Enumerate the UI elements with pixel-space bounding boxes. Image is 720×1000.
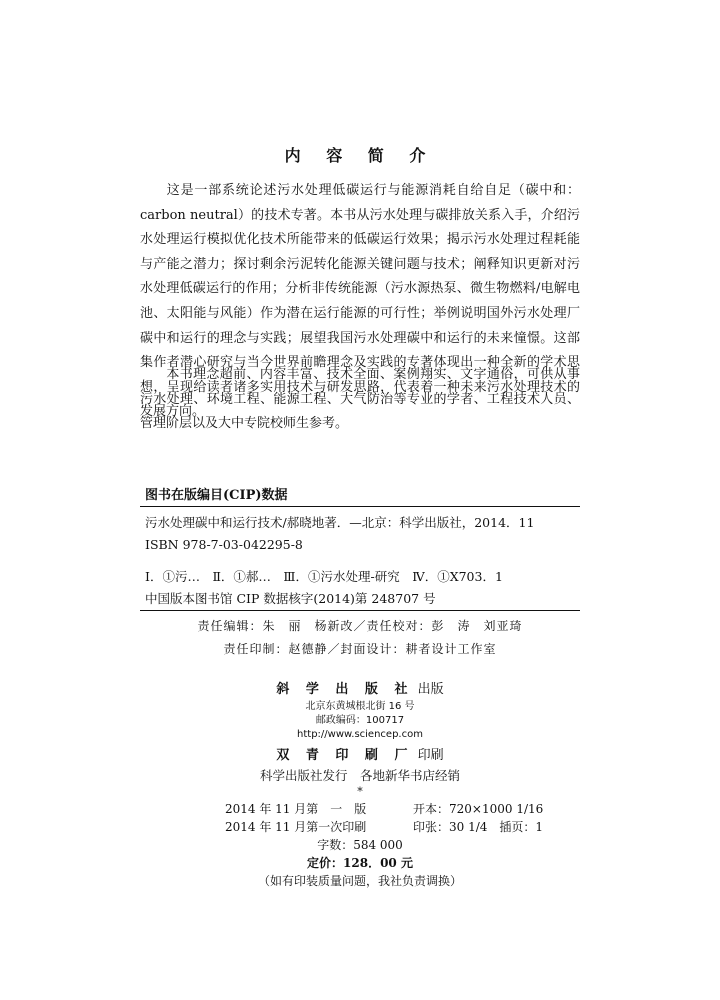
edition-row-1 xyxy=(0,800,720,818)
edition-date: 2014 年 11 月第 一 版 xyxy=(225,802,367,816)
intro-paragraph-1-text: 这是一部系统论述污水处理低碳运行与能源消耗自给自足（碳中和：carbon neutral）的技术专著。本书从污水处理与碳排放关系入手，介绍污水处理运行模拟优化技术所能带来的低碳运行效果；揭示污水处理过程耗能与产能之潜力；探讨剩余污泥转化能源关键问题与技术；阐释知识更新对污水处理低碳运行的作用；分析非传统能源（污水源热泵、微生物燃料/电解电池、太阳能与风能）作为潜在运行能源的可行性；举例说明国外污水处理厂碳中和运行的理念与实践；展望我国污水处理碳中和运行的未来憧憬。这部集作者潜心研究与当今世界前瞻理念及实践的专著体现出一种全新的学术思想，呈现给读者诸多实用技术与研发思路，代表着一种未来污水处理技术的发展方向。 xyxy=(140,183,580,420)
distribution-line: 科学出版社发行 各地新华书店经销 xyxy=(259,768,460,783)
intro-paragraph-2 xyxy=(140,363,580,437)
publisher-postcode: 邮政编码：100717 xyxy=(315,715,405,726)
publisher-name: 斜 学 出 版 社 xyxy=(276,682,414,697)
price: 定价：128．00 元 xyxy=(307,856,413,870)
publisher-suffix: 出版 xyxy=(417,682,444,697)
cip-bottom-rule xyxy=(140,610,580,611)
intro-paragraph-2-text: 本书理念超前、内容丰富、技术全面、案例翔实、文字通俗，可供从事污水处理、环境工程、能源工程、大气防治等专业的学者、工程技术人员、管理阶层以及大中专院校师生参考。 xyxy=(140,367,580,432)
printer-suffix: 印刷 xyxy=(417,748,444,763)
printer-line xyxy=(0,746,720,766)
publisher-website: http://www.sciencep.com xyxy=(297,729,423,740)
cip-block xyxy=(145,512,580,610)
imprint-block xyxy=(0,680,720,798)
print-date: 2014 年 11 月第一次印刷 xyxy=(225,820,367,834)
staff-editors: 责任编辑：朱 丽 杨新改／责任校对：彭 涛 刘亚琦 xyxy=(197,619,523,633)
edition-block xyxy=(0,800,720,890)
cip-line-isbn: ISBN 978-7-03-042295-8 xyxy=(145,537,303,552)
cip-line-classification: Ⅰ．①污… Ⅱ．①郝… Ⅲ．①污水处理-研究 Ⅳ．①X703．1 xyxy=(145,569,503,584)
staff-production: 责任印制：赵德静／封面设计：耕者设计工作室 xyxy=(223,642,497,656)
quality-notice: （如有印装质量问题，我社负责调换） xyxy=(257,874,462,888)
cip-heading: 图书在版编目(CIP)数据 xyxy=(145,488,288,503)
word-count: 字数：584 000 xyxy=(317,838,403,852)
publisher-address: 北京东黄城根北街 16 号 xyxy=(305,701,415,712)
printer-name: 双 青 印 刷 厂 xyxy=(276,748,414,763)
cip-line-title: 污水处理碳中和运行技术/郝晓地著．—北京：科学出版社，2014．11 xyxy=(145,515,535,530)
page-title: 内 容 简 介 xyxy=(284,146,436,165)
publisher-line xyxy=(0,680,720,700)
print-sheets: 印张：30 1/4 插页：1 xyxy=(413,820,544,834)
book-format: 开本：720×1000 1/16 xyxy=(413,802,544,816)
separator-star: * xyxy=(357,785,363,798)
cip-line-record: 中国版本图书馆 CIP 数据核字(2014)第 248707 号 xyxy=(145,591,436,606)
cip-top-rule xyxy=(140,506,580,507)
edition-row-2 xyxy=(0,818,720,836)
